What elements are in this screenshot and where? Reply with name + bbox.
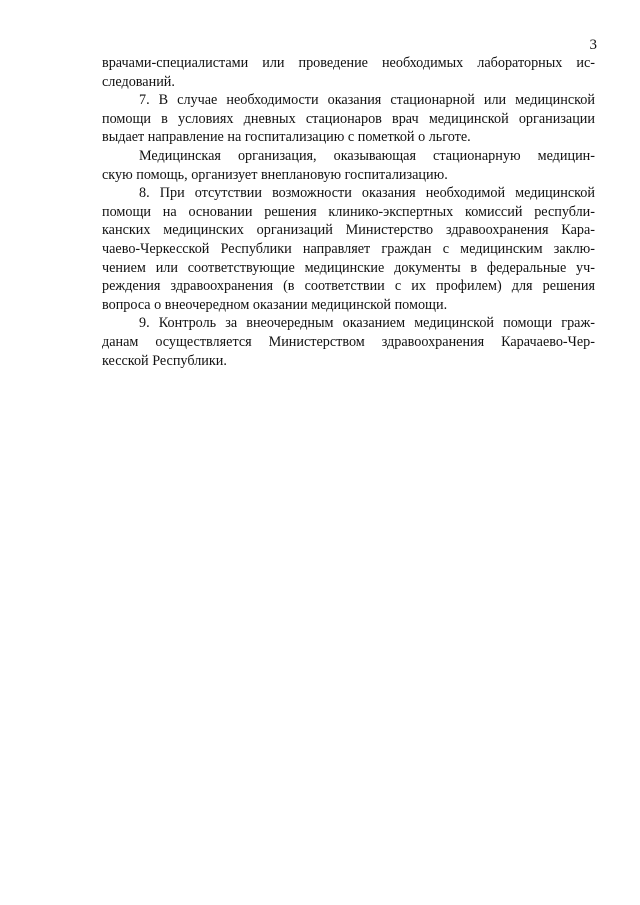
text-line: врачами-специалистами или проведение необходимых лабораторных ис- (102, 55, 595, 71)
paragraph-item-8 (102, 184, 595, 314)
text-line: реждения здравоохранения (в соответствии с их профилем) для решения (102, 278, 595, 295)
text-line: следований. (102, 73, 175, 90)
text-line: чаево-Черкесской Республики направляет граждан с медицинским заклю- (102, 240, 595, 257)
text-line: 8. При отсутствии возможности оказания необходимой медицинской (139, 185, 595, 202)
text-line: помощи в условиях дневных стационаров врач медицинской организации (102, 110, 595, 127)
text-line: кесской Республики. (102, 352, 227, 369)
text-line: вопроса о внеочередном оказании медицинской помощи. (102, 296, 448, 313)
text-line: канских медицинских организаций Министерство здравоохранения Кара- (102, 222, 595, 239)
text-line: 9. Контроль за внеочередным оказанием медицинской помощи граж- (139, 315, 595, 332)
text-line: 7. В случае необходимости оказания стационарной или медицинской (139, 92, 595, 109)
text-line: выдает направление на госпитализацию с пометкой о льготе. (102, 129, 471, 146)
paragraph-continuation (102, 54, 595, 91)
paragraph-medical-organization (102, 147, 595, 184)
paragraph-item-7 (102, 91, 595, 147)
text-line: скую помощь, организует внеплановую госпитализацию. (102, 166, 448, 183)
document-body (102, 54, 595, 370)
text-line: помощи на основании решения клинико-экспертных комиссий республи- (102, 203, 595, 220)
page-number: 3 (589, 37, 597, 53)
paragraph-item-9 (102, 314, 595, 370)
text-line: чением или соответствующие медицинские документы в федеральные уч- (102, 259, 595, 276)
text-line: данам осуществляется Министерством здравоохранения Карачаево-Чер- (102, 333, 595, 350)
text-line: Медицинская организация, оказывающая стационарную медицин- (139, 147, 595, 164)
